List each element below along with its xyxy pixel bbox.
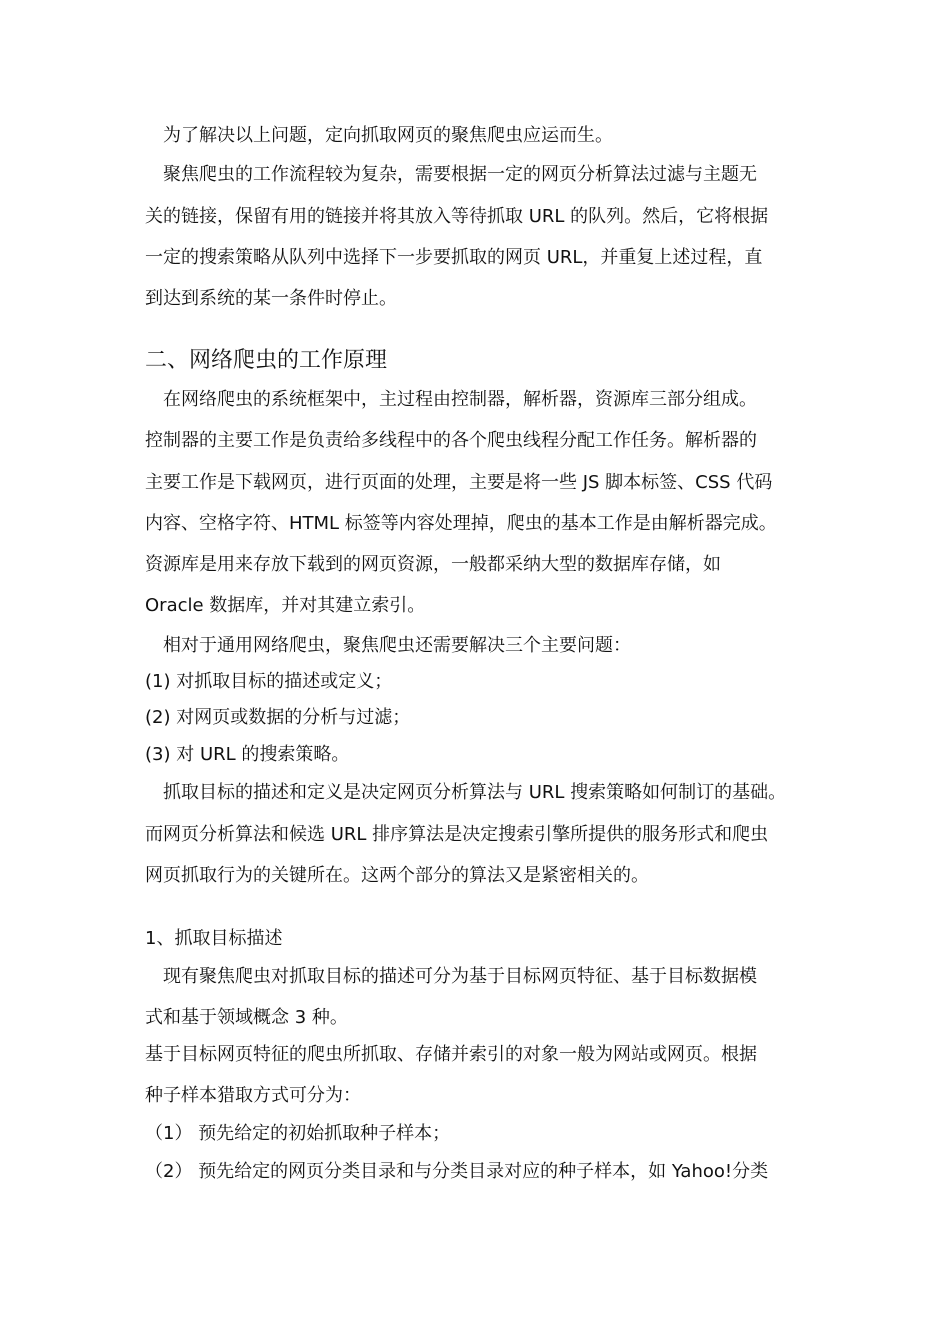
list-item: (1) 对抓取目标的描述或定义； xyxy=(145,671,393,692)
paragraph-line: 为了解决以上问题，定向抓取网页的聚焦爬虫应运而生。 xyxy=(163,125,613,146)
paragraph-line: 资源库是用来存放下载到的网页资源，一般都采纳大型的数据库存储，如 xyxy=(145,554,721,575)
paragraph-line: 基于目标网页特征的爬虫所抓取、存储并索引的对象一般为网站或网页。根据 xyxy=(145,1044,757,1065)
subsection-heading: 1、抓取目标描述 xyxy=(145,928,283,949)
paragraph-line: Oracle 数据库，并对其建立索引。 xyxy=(145,595,426,616)
paragraph-line: 内容、空格字符、HTML 标签等内容处理掉，爬虫的基本工作是由解析器完成。 xyxy=(145,513,777,534)
paragraph-line: 种子样本猎取方式可分为： xyxy=(145,1085,361,1106)
paragraph-line: 一定的搜索策略从队列中选择下一步要抓取的网页 URL，并重复上述过程，直 xyxy=(145,247,763,268)
paragraph-line: 网页抓取行为的关键所在。这两个部分的算法又是紧密相关的。 xyxy=(145,865,649,886)
paragraph-line: 控制器的主要工作是负责给多线程中的各个爬虫线程分配工作任务。解析器的 xyxy=(145,430,757,451)
list-item: (2) 对网页或数据的分析与过滤； xyxy=(145,707,411,728)
paragraph-line: 而网页分析算法和候选 URL 排序算法是决定搜索引擎所提供的服务形式和爬虫 xyxy=(145,824,769,845)
paragraph-line: 主要工作是下载网页，进行页面的处理，主要是将一些 JS 脚本标签、CSS 代码 xyxy=(145,472,773,493)
paragraph-line: 现有聚焦爬虫对抓取目标的描述可分为基于目标网页特征、基于目标数据模 xyxy=(163,966,757,987)
list-item: （1） 预先给定的初始抓取种子样本； xyxy=(145,1123,451,1144)
paragraph-line: 在网络爬虫的系统框架中，主过程由控制器，解析器，资源库三部分组成。 xyxy=(163,389,757,410)
paragraph-line: 相对于通用网络爬虫，聚焦爬虫还需要解决三个主要问题： xyxy=(163,635,631,656)
list-item: （2） 预先给定的网页分类目录和与分类目录对应的种子样本，如 Yahoo!分类 xyxy=(145,1161,769,1182)
paragraph-line: 式和基于领域概念 3 种。 xyxy=(145,1007,348,1028)
paragraph-line: 关的链接，保留有用的链接并将其放入等待抓取 URL 的队列。然后，它将根据 xyxy=(145,206,769,227)
paragraph-line: 到达到系统的某一条件时停止。 xyxy=(145,288,397,309)
section-heading: 二、网络爬虫的工作原理 xyxy=(145,348,388,373)
paragraph-line: 抓取目标的描述和定义是决定网页分析算法与 URL 搜索策略如何制订的基础。 xyxy=(163,782,787,803)
list-item: (3) 对 URL 的搜索策略。 xyxy=(145,744,350,765)
paragraph-line: 聚焦爬虫的工作流程较为复杂，需要根据一定的网页分析算法过滤与主题无 xyxy=(163,164,757,185)
